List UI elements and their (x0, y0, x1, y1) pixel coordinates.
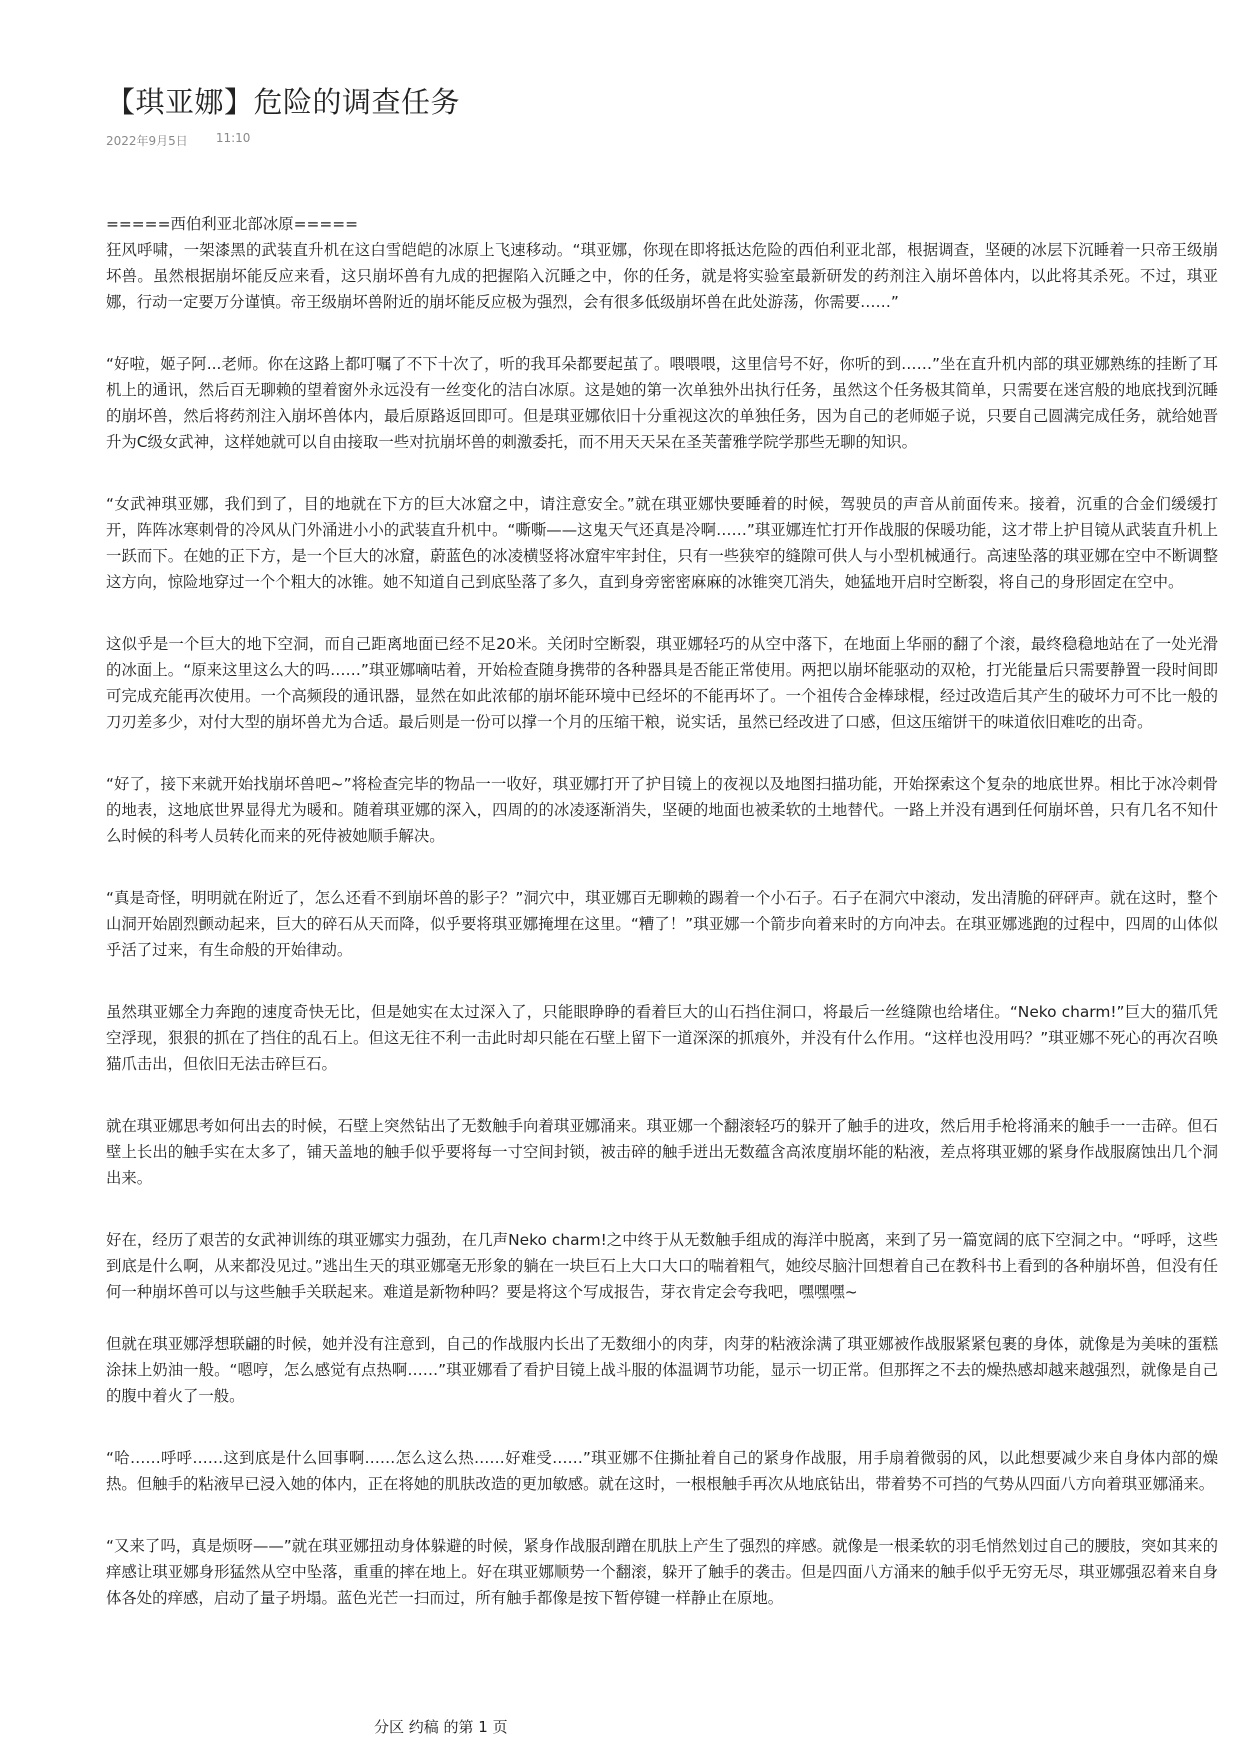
paragraph: “又来了吗，真是烦呀——”就在琪亚娜扭动身体躲避的时候，紧身作战服刮蹭在肌肤上产生了强烈的痒感。就像是一根柔软的羽毛悄然划过自己的腰肢，突如其来的痒感让琪亚娜身形猛然从空中坠落，重重的摔在地上。好在琪亚娜顺势一个翻滚，躲开了触手的袭击。但是四面八方涌来的触手似乎无穷无尽，琪亚娜强忍着来自身体各处的痒感，启动了量子坍塌。蓝色光芒一扫而过，所有触手都像是按下暂停键一样静止在原地。 (106, 1537, 1218, 1607)
section-heading: =====西伯利亚北部冰原===== (106, 215, 359, 233)
paragraph: 好在，经历了艰苦的女武神训练的琪亚娜实力强劲，在几声Neko charm!之中终于从无数触手组成的海洋中脱离，来到了另一篇宽阔的底下空洞之中。“呼呼，这些到底是什么啊，从来都没见过。”逃出生天的琪亚娜毫无形象的躺在一块巨石上大口大口的喘着粗气，她绞尽脑汁回想着自己在教科书上看到的各种崩坏兽，但没有任何一种崩坏兽可以与这些触手关联起来。难道是新物种吗？要是将这个写成报告，芽衣肯定会夸我吧，嘿嘿嘿~ (106, 1231, 1218, 1301)
paragraph: 但就在琪亚娜浮想联翩的时候，她并没有注意到，自己的作战服内长出了无数细小的肉芽，肉芽的粘液涂满了琪亚娜被作战服紧紧包裹的身体，就像是为美味的蛋糕涂抹上奶油一般。“嗯哼，怎么感觉有点热啊……”琪亚娜看了看护目镜上战斗服的体温调节功能，显示一切正常。但那挥之不去的燥热感却越来越强烈，就像是自己的腹中着火了一般。 (106, 1335, 1218, 1405)
article-time: 11:10 (215, 131, 251, 145)
paragraph: 狂风呼啸，一架漆黑的武装直升机在这白雪皑皑的冰原上飞速移动。“琪亚娜，你现在即将抵达危险的西伯利亚北部，根据调查，坚硬的冰层下沉睡着一只帝王级崩坏兽。虽然根据崩坏能反应来看，这只崩坏兽有九成的把握陷入沉睡之中，你的任务，就是将实验室最新研发的药剂注入崩坏兽体内，以此将其杀死。不过，琪亚娜，行动一定要万分谨慎。帝王级崩坏兽附近的崩坏能反应极为强烈，会有很多低级崩坏兽在此处游荡，你需要……” (106, 241, 1218, 311)
paragraph: “好了，接下来就开始找崩坏兽吧~”将检查完毕的物品一一收好，琪亚娜打开了护目镜上的夜视以及地图扫描功能，开始探索这个复杂的地底世界。相比于冰冷刺骨的地表，这地底世界显得尤为暖和。随着琪亚娜的深入，四周的的冰凌逐渐消失，坚硬的地面也被柔软的土地替代。一路上并没有遇到任何崩坏兽，只有几名不知什么时候的科考人员转化而来的死侍被她顺手解决。 (106, 775, 1218, 845)
article-title: 【琪亚娜】危险的调查任务 (106, 85, 461, 119)
paragraph: 虽然琪亚娜全力奔跑的速度奇快无比，但是她实在太过深入了，只能眼睁睁的看着巨大的山石挡住洞口，将最后一丝缝隙也给堵住。“Neko charm!”巨大的猫爪凭空浮现，狠狠的抓在了挡住的乱石上。但这无往不利一击此时却只能在石壁上留下一道深深的抓痕外，并没有什么作用。“这样也没用吗？”琪亚娜不死心的再次召唤猫爪击出，但依旧无法击碎巨石。 (106, 1003, 1218, 1073)
article-body (106, 211, 1218, 1647)
article-meta (106, 132, 250, 149)
paragraph: 这似乎是一个巨大的地下空洞，而自己距离地面已经不足20米。关闭时空断裂，琪亚娜轻巧的从空中落下，在地面上华丽的翻了个滚，最终稳稳地站在了一处光滑的冰面上。“原来这里这么大的吗……”琪亚娜嘀咕着，开始检查随身携带的各种器具是否能正常使用。两把以崩坏能驱动的双枪，打光能量后只需要静置一段时间即可完成充能再次使用。一个高频段的通讯器，显然在如此浓郁的崩坏能环境中已经坏的不能再坏了。一个祖传合金棒球棍，经过改造后其产生的破坏力可不比一般的刀刃差多少，对付大型的崩坏兽尤为合适。最后则是一份可以撑一个月的压缩干粮，说实话，虽然已经改进了口感，但这压缩饼干的味道依旧难吃的出奇。 (106, 635, 1218, 731)
paragraph: “女武神琪亚娜，我们到了，目的地就在下方的巨大冰窟之中，请注意安全。”就在琪亚娜快要睡着的时候，驾驶员的声音从前面传来。接着，沉重的合金们缓缓打开，阵阵冰寒刺骨的冷风从门外涌进小小的武装直升机中。“嘶嘶——这鬼天气还真是冷啊……”琪亚娜连忙打开作战服的保暖功能，这才带上护目镜从武装直升机上一跃而下。在她的正下方，是一个巨大的冰窟，蔚蓝色的冰凌横竖将冰窟牢牢封住，只有一些狭窄的缝隙可供人与小型机械通行。高速坠落的琪亚娜在空中不断调整这方向，惊险地穿过一个个粗大的冰锥。她不知道自己到底坠落了多久，直到身旁密密麻麻的冰锥突兀消失，她猛地开启时空断裂，将自己的身形固定在空中。 (106, 495, 1218, 591)
article-date: 2022年9月5日 (106, 134, 188, 148)
paragraph: “哈……呼呼……这到底是什么回事啊……怎么这么热……好难受……”琪亚娜不住撕扯着自己的紧身作战服，用手扇着微弱的风，以此想要减少来自身体内部的燥热。但触手的粘液早已浸入她的体内，正在将她的肌肤改造的更加敏感。就在这时，一根根触手再次从地底钻出，带着势不可挡的气势从四面八方向着琪亚娜涌来。 (106, 1449, 1218, 1493)
paragraph: 就在琪亚娜思考如何出去的时候，石壁上突然钻出了无数触手向着琪亚娜涌来。琪亚娜一个翻滚轻巧的躲开了触手的进攻，然后用手枪将涌来的触手一一击碎。但石壁上长出的触手实在太多了，铺天盖地的触手似乎要将每一寸空间封锁，被击碎的触手迸出无数蕴含高浓度崩坏能的粘液，差点将琪亚娜的紧身作战服腐蚀出几个洞出来。 (106, 1117, 1218, 1187)
paragraph: “好啦，姬子阿...老师。你在这路上都叮嘱了不下十次了，听的我耳朵都要起茧了。喂喂喂，这里信号不好，你听的到……”坐在直升机内部的琪亚娜熟练的挂断了耳机上的通讯，然后百无聊赖的望着窗外永远没有一丝变化的洁白冰原。这是她的第一次单独外出执行任务，虽然这个任务极其简单，只需要在迷宫般的地底找到沉睡的崩坏兽，然后将药剂注入崩坏兽体内，最后原路返回即可。但是琪亚娜依旧十分重视这次的单独任务，因为自己的老师姬子说，只要自己圆满完成任务，就给她晋升为C级女武神，这样她就可以自由接取一些对抗崩坏兽的刺激委托，而不用天天呆在圣芙蕾雅学院学那些无聊的知识。 (106, 355, 1218, 451)
page-footer: 分区 约稿 的第 1 页 (374, 1718, 508, 1736)
paragraph: “真是奇怪，明明就在附近了，怎么还看不到崩坏兽的影子？”洞穴中，琪亚娜百无聊赖的踢着一个小石子。石子在洞穴中滚动，发出清脆的砰砰声。就在这时，整个山洞开始剧烈颤动起来，巨大的碎石从天而降，似乎要将琪亚娜掩埋在这里。“糟了！”琪亚娜一个箭步向着来时的方向冲去。在琪亚娜逃跑的过程中，四周的山体似乎活了过来，有生命般的开始律动。 (106, 889, 1218, 959)
